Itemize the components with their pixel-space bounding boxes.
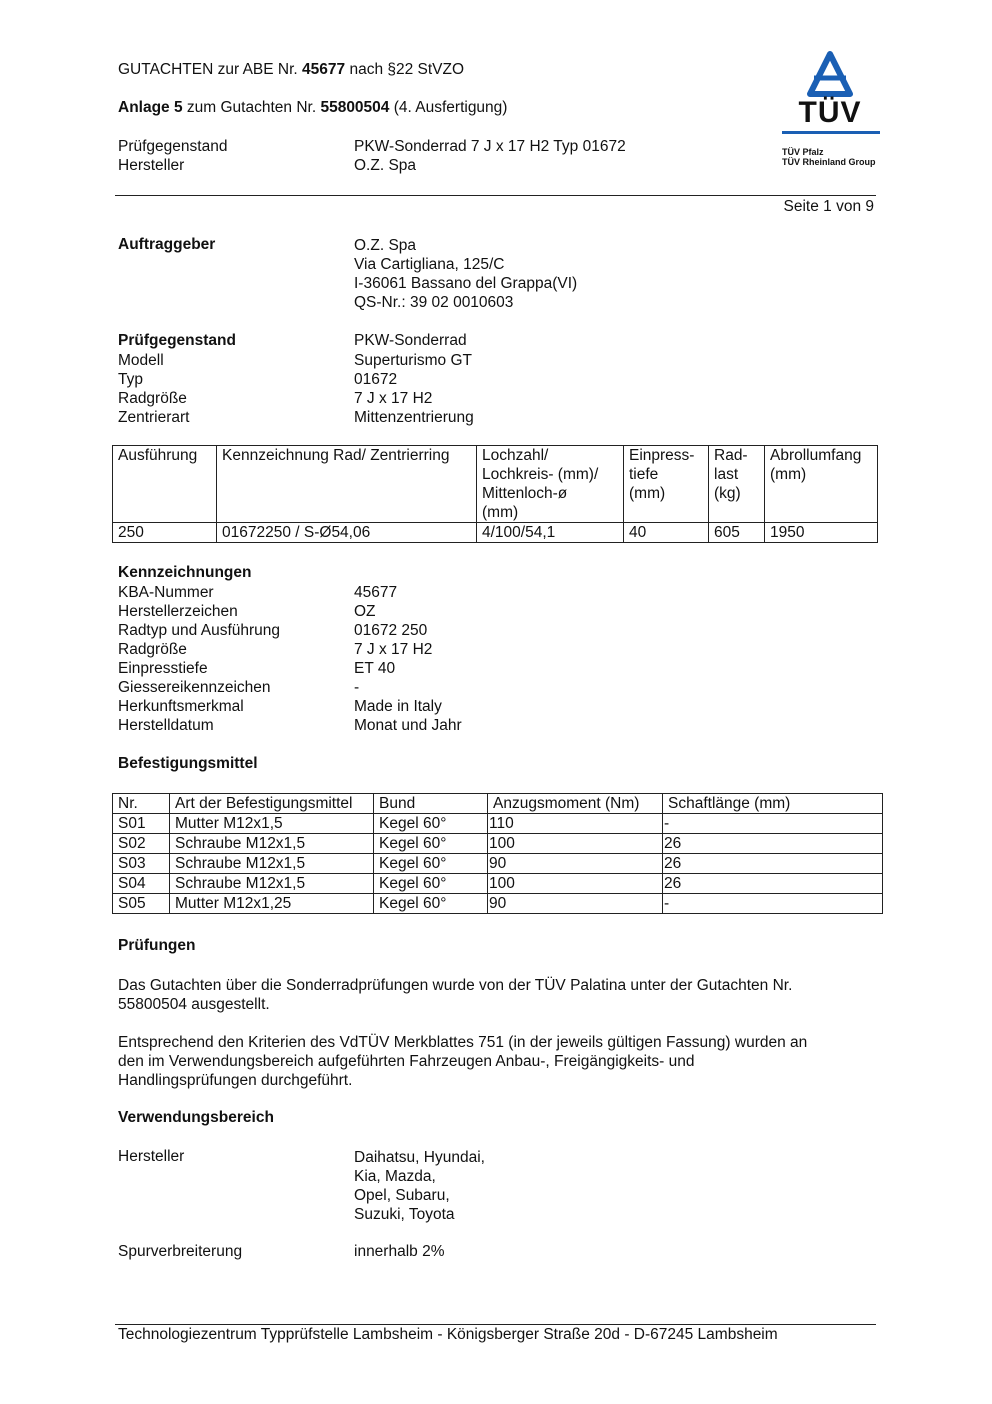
pruefgegenstand-labels bbox=[118, 351, 190, 427]
table-cell: 100 bbox=[488, 834, 663, 854]
header-hersteller-label: Hersteller bbox=[118, 157, 185, 174]
field-value: Mittenzentrierung bbox=[354, 409, 474, 426]
field-value: 45677 bbox=[354, 584, 398, 601]
field-value: ET 40 bbox=[354, 660, 396, 677]
table-cell: 26 bbox=[663, 834, 883, 854]
verwendung-hersteller-list bbox=[354, 1148, 485, 1224]
table-cell: 26 bbox=[663, 874, 883, 894]
address-line: QS-Nr.: 39 02 0010603 bbox=[354, 294, 514, 311]
table-row bbox=[113, 814, 883, 834]
field-label: Typ bbox=[118, 371, 143, 388]
pruefungen-title: Prüfungen bbox=[118, 937, 196, 954]
spurverbreiterung-value: innerhalb 2% bbox=[354, 1243, 445, 1260]
field-value: 01672 bbox=[354, 371, 398, 388]
field-label: Einpresstiefe bbox=[118, 660, 208, 677]
table-cell: - bbox=[663, 894, 883, 914]
pruefungen-paragraph-2: Entsprechend den Kriterien des VdTÜV Merkblattes 751 (in der jeweils gültigen Fassung) wurden an den im Verwendungsbereich aufgeführten Fahrzeugen Anbau-, Freigängigkeits- und Handlingsprüfungen durchgeführt. bbox=[118, 1034, 808, 1089]
manufacturer-line: Opel, Subaru, bbox=[354, 1187, 450, 1204]
abe-number: 45677 bbox=[302, 61, 346, 78]
table-row bbox=[113, 874, 883, 894]
field-label: Radgröße bbox=[118, 390, 187, 407]
table-cell: 250 bbox=[113, 523, 217, 543]
table-cell: Mutter M12x1,5 bbox=[170, 814, 374, 834]
table-header-cell: Lochzahl/ Lochkreis- (mm)/ Mittenloch-ø (mm) bbox=[477, 446, 624, 523]
field-value: Superturismo GT bbox=[354, 352, 473, 369]
table-cell: S03 bbox=[113, 854, 170, 874]
logo-divider bbox=[782, 131, 880, 134]
field-value: - bbox=[354, 679, 360, 696]
header-pruefgegenstand-value: PKW-Sonderrad 7 J x 17 H2 Typ 01672 bbox=[354, 138, 626, 155]
field-label: Herkunftsmerkmal bbox=[118, 698, 244, 715]
field-value: Made in Italy bbox=[354, 698, 442, 715]
table-cell: Schraube M12x1,5 bbox=[170, 834, 374, 854]
table-row bbox=[113, 894, 883, 914]
kennzeichnungen-labels bbox=[118, 583, 280, 735]
table-cell: Kegel 60° bbox=[374, 894, 488, 914]
table-cell: 40 bbox=[624, 523, 709, 543]
page-number: Seite 1 von 9 bbox=[783, 198, 874, 215]
wheel-table bbox=[112, 445, 878, 543]
befestigung-table bbox=[112, 793, 883, 914]
field-value: 7 J x 17 H2 bbox=[354, 390, 433, 407]
field-label: Giessereikennzeichen bbox=[118, 679, 271, 696]
kennzeichnungen-title: Kennzeichnungen bbox=[118, 564, 252, 581]
table-header-cell: Kennzeichnung Rad/ Zentrierring bbox=[217, 446, 477, 523]
table-row bbox=[113, 854, 883, 874]
logo-subtitle-2: TÜV Rheinland Group bbox=[782, 157, 876, 167]
table-header-cell: Schaftlänge (mm) bbox=[663, 794, 883, 814]
table-cell: S01 bbox=[113, 814, 170, 834]
table-header-row bbox=[113, 794, 883, 814]
field-value: OZ bbox=[354, 603, 376, 620]
address-line: O.Z. Spa bbox=[354, 237, 417, 254]
field-label: Herstellerzeichen bbox=[118, 603, 238, 620]
tuev-logo bbox=[770, 48, 890, 178]
table-cell: Kegel 60° bbox=[374, 874, 488, 894]
manufacturer-line: Suzuki, Toyota bbox=[354, 1206, 455, 1223]
manufacturer-line: Kia, Mazda, bbox=[354, 1168, 436, 1185]
header-text: (4. Ausfertigung) bbox=[389, 99, 508, 116]
header-text: nach §22 StVZO bbox=[345, 61, 465, 78]
anlage-label: Anlage 5 bbox=[118, 99, 183, 116]
table-row bbox=[113, 523, 878, 543]
table-cell: 90 bbox=[488, 894, 663, 914]
pruefgegenstand-title-value: PKW-Sonderrad bbox=[354, 332, 467, 349]
address-line: Via Cartigliana, 125/C bbox=[354, 256, 505, 273]
header-pruefgegenstand-label: Prüfgegenstand bbox=[118, 138, 228, 155]
header-line-1 bbox=[118, 61, 464, 79]
table-cell: 4/100/54,1 bbox=[477, 523, 624, 543]
table-cell: 1950 bbox=[765, 523, 878, 543]
header-text: GUTACHTEN zur ABE Nr. bbox=[118, 61, 303, 78]
table-cell: Kegel 60° bbox=[374, 854, 488, 874]
auftraggeber-address bbox=[354, 236, 577, 312]
spurverbreiterung-label: Spurverbreiterung bbox=[118, 1243, 243, 1260]
footer-text: Technologiezentrum Typprüfstelle Lambsheim - Königsberger Straße 20d - D-67245 Lambsheim bbox=[118, 1326, 778, 1343]
field-label: Radtyp und Ausführung bbox=[118, 622, 281, 639]
field-label: Zentrierart bbox=[118, 409, 190, 426]
table-cell: 110 bbox=[488, 814, 663, 834]
table-cell: 01672250 / S-Ø54,06 bbox=[217, 523, 477, 543]
table-cell: Mutter M12x1,25 bbox=[170, 894, 374, 914]
table-cell: 26 bbox=[663, 854, 883, 874]
field-label: Modell bbox=[118, 352, 164, 369]
header-text: zum Gutachten Nr. bbox=[182, 99, 321, 116]
table-row bbox=[113, 834, 883, 854]
table-header-cell: Rad- last (kg) bbox=[709, 446, 765, 523]
field-label: KBA-Nummer bbox=[118, 584, 214, 601]
befestigung-title: Befestigungsmittel bbox=[118, 755, 258, 772]
verwendung-title: Verwendungsbereich bbox=[118, 1109, 274, 1126]
gutachten-number: 55800504 bbox=[320, 99, 390, 116]
footer-divider bbox=[115, 1324, 876, 1325]
table-header-cell: Einpress- tiefe (mm) bbox=[624, 446, 709, 523]
field-label: Herstelldatum bbox=[118, 717, 214, 734]
table-cell: 90 bbox=[488, 854, 663, 874]
header-hersteller-value: O.Z. Spa bbox=[354, 157, 417, 174]
header-divider bbox=[115, 195, 876, 196]
table-header-cell: Nr. bbox=[113, 794, 170, 814]
table-cell: 100 bbox=[488, 874, 663, 894]
field-label: Radgröße bbox=[118, 641, 187, 658]
table-cell: 605 bbox=[709, 523, 765, 543]
table-header-cell: Abrollumfang (mm) bbox=[765, 446, 878, 523]
table-cell: - bbox=[663, 814, 883, 834]
table-cell: Schraube M12x1,5 bbox=[170, 874, 374, 894]
logo-subtitle-1: TÜV Pfalz bbox=[782, 147, 824, 157]
table-cell: S05 bbox=[113, 894, 170, 914]
verwendung-hersteller-label: Hersteller bbox=[118, 1148, 185, 1165]
kennzeichnungen-values bbox=[354, 583, 462, 735]
pruefgegenstand-title: Prüfgegenstand bbox=[118, 332, 236, 349]
manufacturer-line: Daihatsu, Hyundai, bbox=[354, 1149, 485, 1166]
table-cell: S02 bbox=[113, 834, 170, 854]
auftraggeber-label: Auftraggeber bbox=[118, 236, 216, 253]
field-value: Monat und Jahr bbox=[354, 717, 462, 734]
table-header-cell: Anzugsmoment (Nm) bbox=[488, 794, 663, 814]
pruefgegenstand-values bbox=[354, 351, 474, 427]
table-header-cell: Art der Befestigungsmittel bbox=[170, 794, 374, 814]
table-cell: S04 bbox=[113, 874, 170, 894]
header-line-2 bbox=[118, 99, 507, 117]
field-value: 01672 250 bbox=[354, 622, 428, 639]
tuev-logo-text: TÜV bbox=[798, 96, 862, 129]
table-header-row bbox=[113, 446, 878, 523]
table-header-cell: Bund bbox=[374, 794, 488, 814]
table-header-cell: Ausführung bbox=[113, 446, 217, 523]
address-line: I-36061 Bassano del Grappa(VI) bbox=[354, 275, 578, 292]
table-cell: Kegel 60° bbox=[374, 814, 488, 834]
pruefungen-paragraph-1: Das Gutachten über die Sonderradprüfungen wurde von der TÜV Palatina unter der Gutachten Nr. 55800504 ausgestellt. bbox=[118, 977, 793, 1013]
table-cell: Kegel 60° bbox=[374, 834, 488, 854]
field-value: 7 J x 17 H2 bbox=[354, 641, 433, 658]
table-cell: Schraube M12x1,5 bbox=[170, 854, 374, 874]
